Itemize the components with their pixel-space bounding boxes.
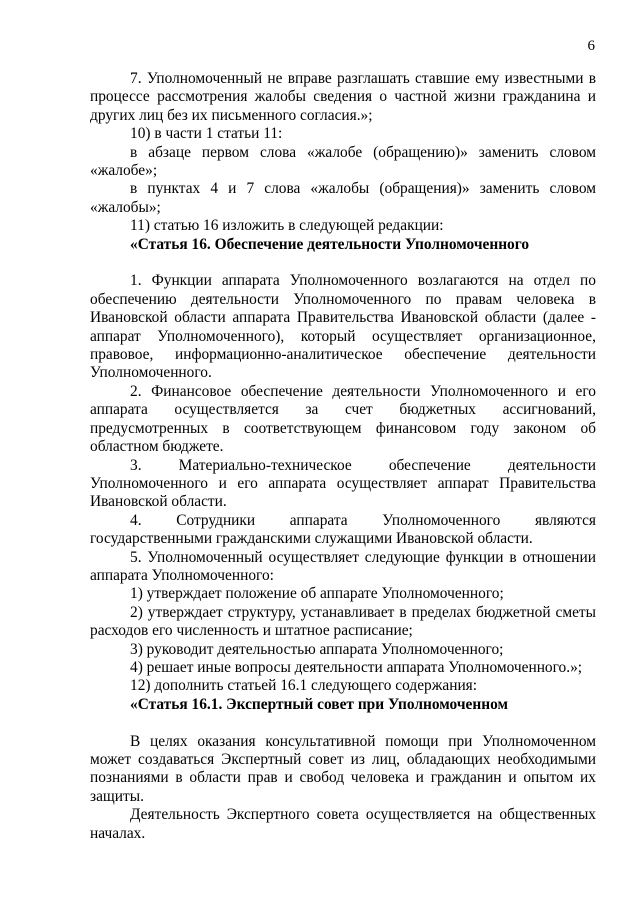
article-16-part-4: 4. Сотрудники аппарата Уполномоченного являются государственными гражданскими служащими Ивановской области. [90,511,596,548]
article-16-part-5-item-1: 1) утверждает положение об аппарате Уполномоченного; [130,585,504,603]
article-16-1-part-1: В целях оказания консультативной помощи при Уполномоченном может создаваться Экспертный совет из лиц, обладающих необходимыми познаниями в области прав и свобод человека и гражданин и опытом их защиты. [90,732,596,805]
article-16-part-5: 5. Уполномоченный осуществляет следующие функции в отношении аппарата Уполномоченного: [90,548,596,584]
article-16-part-2: 2. Финансовое обеспечение деятельности Уполномоченного и его аппарата осуществляется за счет бюджетных ассигнований, предусмотренных в соответствующем финансовом году законом об областном бюджете. [90,382,596,456]
paragraph-amend-10-second: в пунктах 4 и 7 слова «жалобы (обращения)» заменить словом «жалобы»; [90,180,596,216]
article-16-part-3: 3. Материально-техническое обеспечение деятельности Уполномоченного и его аппарата осуществляет аппарат Правительства Ивановской области. [90,456,596,511]
paragraph-amend-10: 10) в части 1 статьи 11: [130,125,283,143]
paragraph-amend-11: 11) статью 16 изложить в следующей редакции: [130,217,444,235]
paragraph-amend-12: 12) дополнить статьей 16.1 следующего содержания: [130,677,478,695]
article-16-part-1: 1. Функции аппарата Уполномоченного возлагаются на отдел по обеспечению деятельности Уполномоченного по правам человека в Ивановской области аппарата Правительства Ивановской области (далее - аппарат Уполномоченного), который осуществляет организационное, правовое, информационно-аналитическое обеспечение деятельности Уполномоченного. [90,272,596,382]
article-16-part-5-item-4: 4) решает иные вопросы деятельности аппарата Уполномоченного.»; [130,658,583,676]
spacer [90,714,596,732]
document-body [90,70,596,843]
article-16-part-5-item-3: 3) руководит деятельностью аппарата Уполномоченного; [130,640,504,658]
page-number: 6 [587,38,595,54]
article-16-part-5-item-2: 2) утверждает структуру, устанавливает в пределах бюджетной сметы расходов его численность и штатное расписание; [90,603,596,640]
spacer [90,254,596,272]
article-16-1-heading: «Статья 16.1. Экспертный совет при Уполномоченном [130,695,508,713]
paragraph-item-7: 7. Уполномоченный не вправе разглашать ставшие ему известными в процессе рассмотрения жалобы сведения о частной жизни гражданина и других лиц без их письменного согласия.»; [90,70,596,124]
paragraph-amend-10-first: в абзаце первом слова «жалобе (обращению)» заменить словом «жалобе»; [90,143,596,180]
article-16-1-part-2: Деятельность Экспертного совета осуществляется на общественных началах. [90,806,596,842]
article-16-heading: «Статья 16. Обеспечение деятельности Уполномоченного [130,235,530,253]
